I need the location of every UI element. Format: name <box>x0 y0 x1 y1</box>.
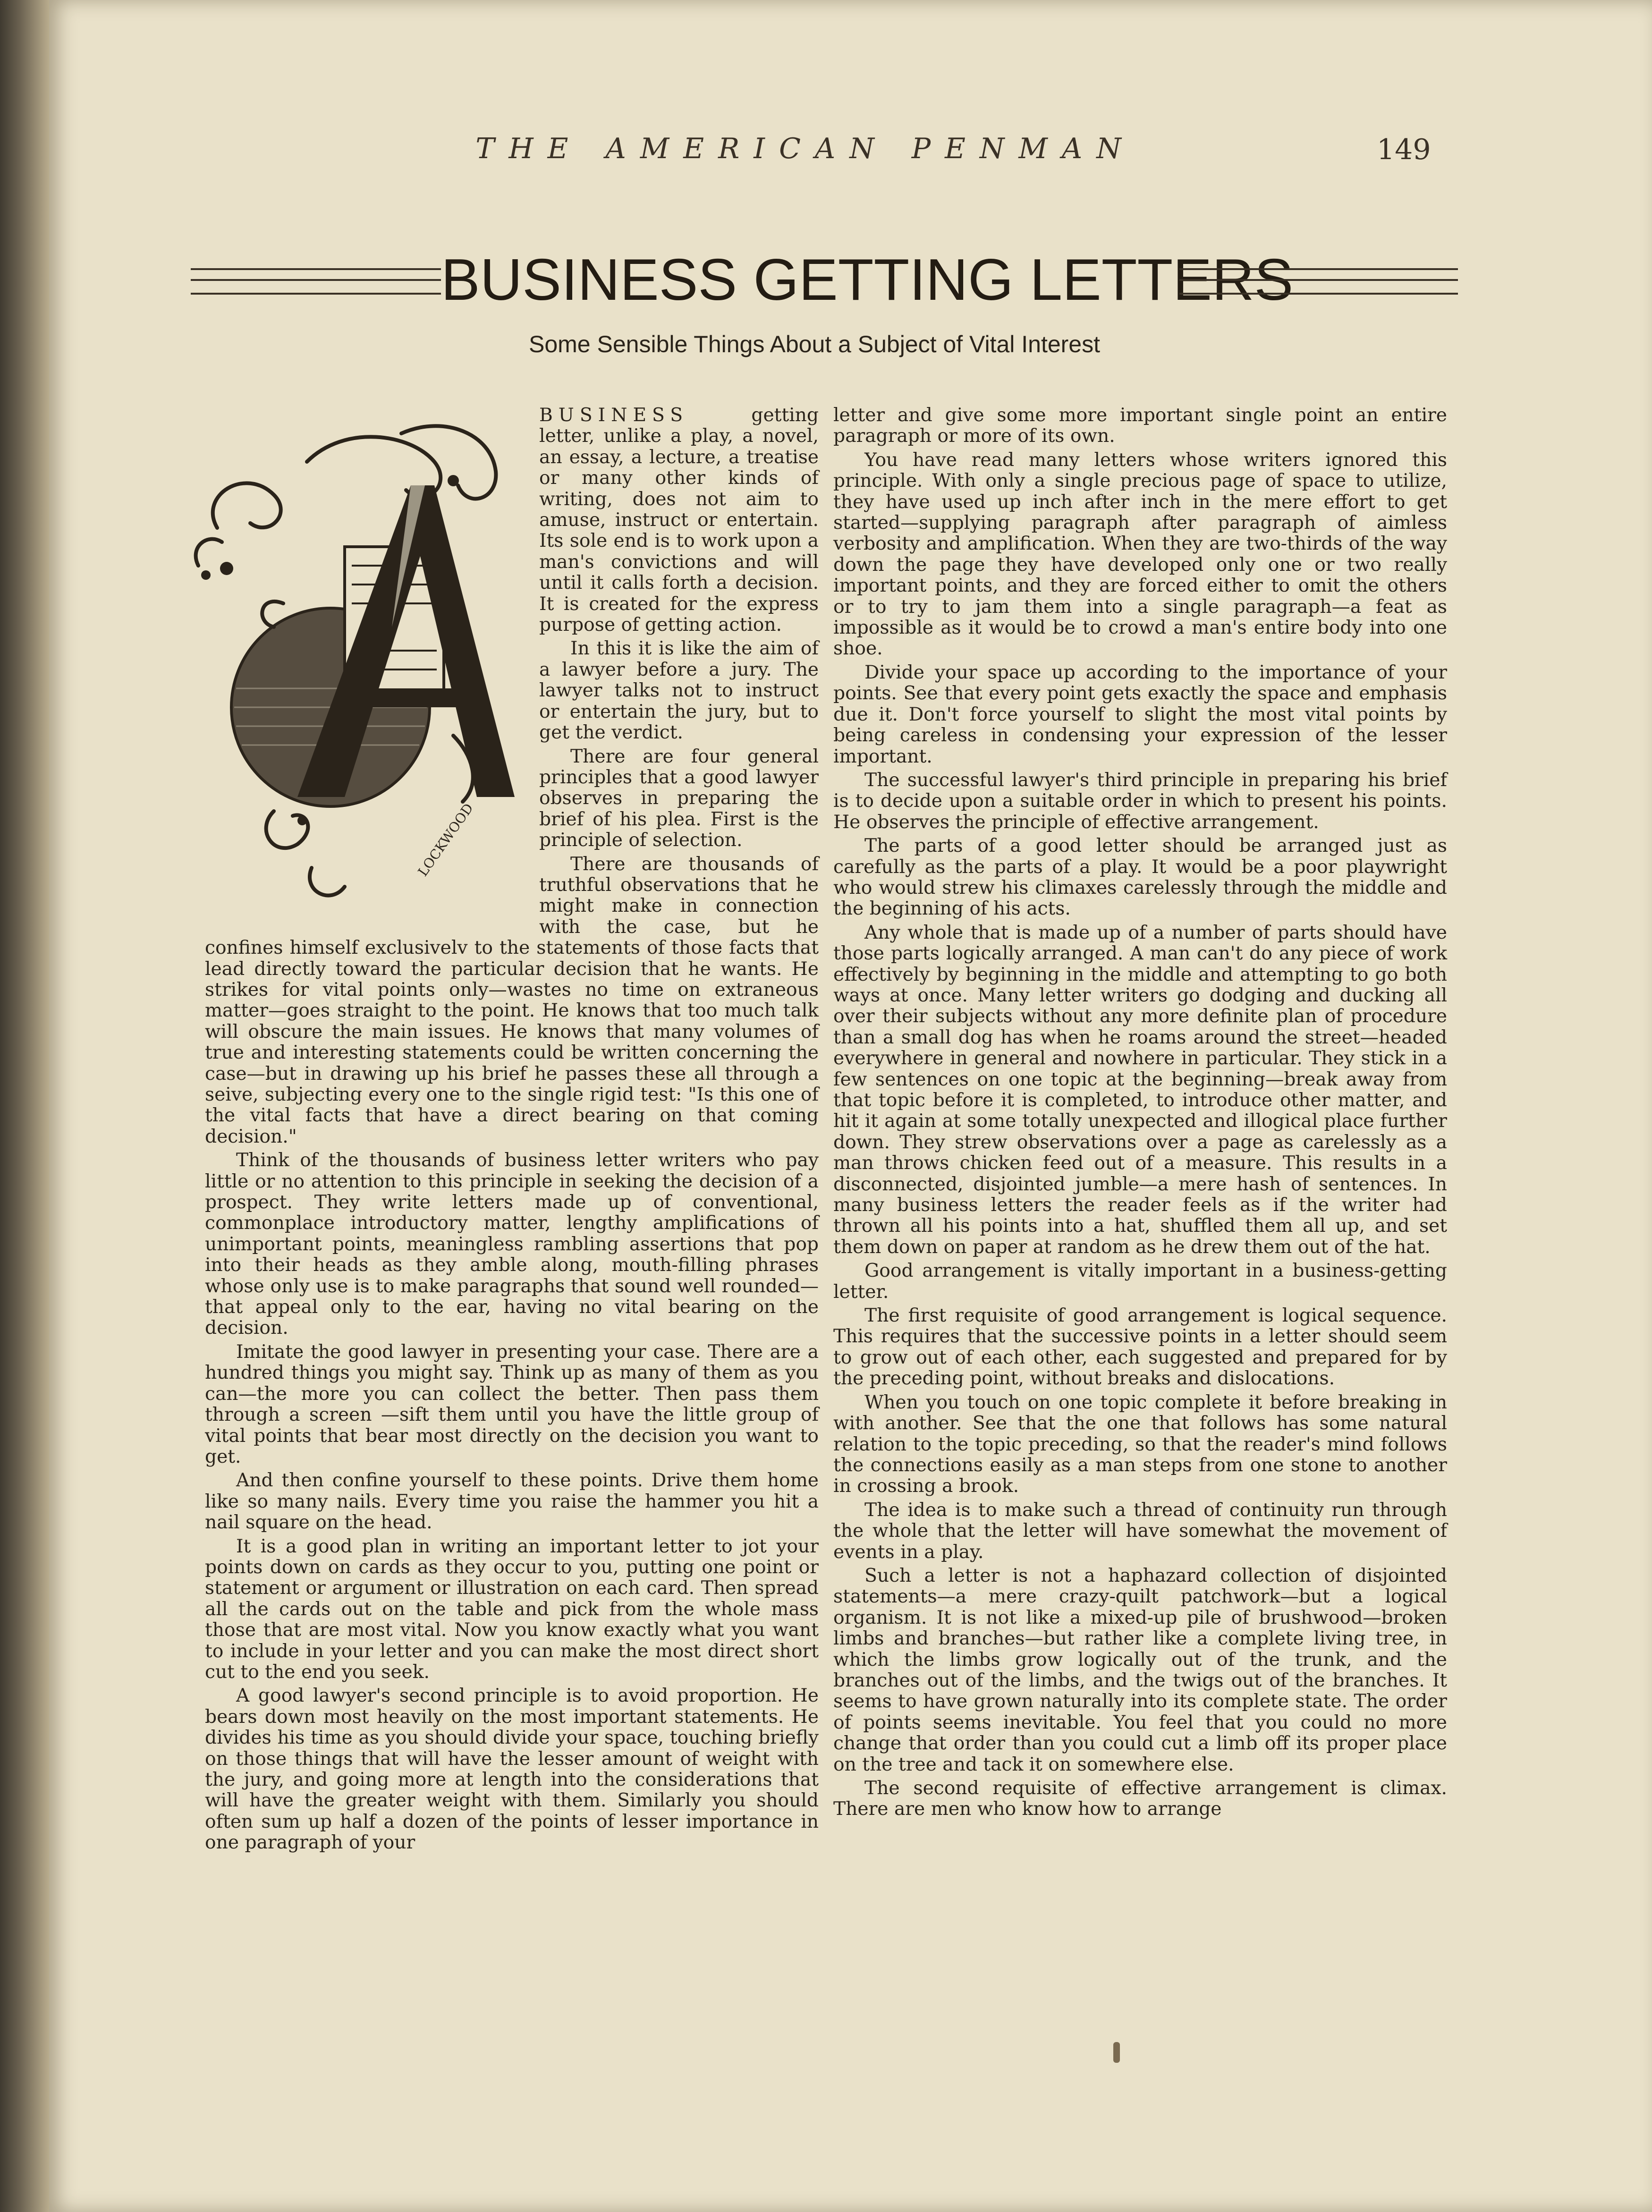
text-column-left <box>205 405 819 1856</box>
ink-blemish <box>1113 2042 1120 2063</box>
ornamental-dropcap <box>189 405 525 915</box>
paragraph: The second requisite of effective arrangement is climax. There are men who know how to arrange <box>833 1778 1447 1820</box>
paragraph: A good lawyer's second principle is to avoid proportion. He bears down most heavily on the most important statements. He divides his time as you should divide your space, touching briefly on those things that will have the lesser amount of weight with the jury, and going more at length into the considerations that will have the greater weight with them. Similarly you should often sum up half a dozen of the points of lesser importance in one paragraph of your <box>205 1685 819 1854</box>
text-column-right <box>833 405 1447 1823</box>
paragraph: It is a good plan in writing an important letter to jot your points down on cards as they occur to you, putting one point or statement or argument or illustration on each card. Then spread all the cards out on the table and pick from the whole mass those that are most vital. Now you know exactly what you want to include in your letter and you can make the most direct short cut to the end you seek. <box>205 1535 819 1683</box>
title-rule-right <box>1179 268 1458 295</box>
running-head: THE AMERICAN PENMAN <box>475 132 1135 165</box>
lead-paragraph-text: getting letter, unlike a play, a novel, an essay, a lecture, a treatise or many other kinds of writing, does not aim to amuse, instruct or entertain. Its sole end is to work upon a man's convictions and will until it calls forth a decision. It is created for the express purpose of getting action. <box>539 405 819 636</box>
article-subtitle: Some Sensible Things About a Subject of Vital Interest <box>528 331 1100 357</box>
paragraph: You have read many letters whose writers ignored this principle. With only a single precious page of space to utilize, they have used up inch after inch in the mere effort to get started—supplying paragraph after paragraph of aimless verbosity and amplification. When they are two-thirds of the way down the page they have developed only one or two really important points, and they are forced either to omit the others or to try to jam them into a single paragraph—a feat as impossible as it would be to crowd a man's entire body into one shoe. <box>833 449 1447 660</box>
paragraph: There are thousands of truthful observations that he might make in connection with the case, but he confines himself exclusivelv to the statements of those facts that lead directly toward the particular decision that he wants. He strikes for vital points only—wastes no time on extraneous matter—goes straight to the point. He knows that too much talk will obscure the main issues. He knows that many volumes of true and interesting statements could be written concerning the case—but in drawing up his brief he passes these all through a seive, subjecting every one to the single rigid test: "Is this one of the vital facts that have a direct bearing on that coming decision." <box>205 853 819 1147</box>
paragraph: Think of the thousands of business letter writers who pay little or no attention to this principle in seeking the decision of a prospect. They write letters made up of conventional, commonplace introductory matter, lengthy amplifications of unimportant points, meaningless rambling assertions that pop into their heads as they amble along, mouth-filling phrases whose only use is to make paragraphs that sound well rounded—that appeal only to the ear, having no vital bearing on the decision. <box>205 1150 819 1339</box>
title-banner <box>191 245 1458 315</box>
title-rule-left <box>191 268 441 295</box>
paragraph: In this it is like the aim of a lawyer before a jury. The lawyer talks not to instruct or entertain the jury, but to get the verdict. <box>539 638 819 744</box>
paragraph: Such a letter is not a haphazard collection of disjointed statements—a mere crazy-quilt patchwork—but a logical organism. It is not like a mixed-up pile of brushwood—broken limbs and branches—but rather like a complete living tree, in which the limbs grow logically out of the trunk, and the branches out of the limbs, and the twigs out of the branches. It seems to have grown naturally into its complete state. The order of points seems inevitable. You feel that you could no more change that order than you could cut a limb off its proper place on the tree and tack it on somewhere else. <box>833 1565 1447 1775</box>
ornamental-dropcap-illustration <box>189 405 525 915</box>
paragraph: The first requisite of good arrangement is logical sequence. This requires that the successive points in a letter should seem to grow out of each other, each suggested and prepared for by the preceding point, without breaks and dislocations. <box>833 1305 1447 1390</box>
paragraph: When you touch on one topic complete it before breaking in with another. See that the one that follows has some natural relation to the topic preceding, so that the reader's mind follows the connections easily as a man steps from one stone to another in crossing a brook. <box>833 1391 1447 1497</box>
paragraph: The successful lawyer's third principle in preparing his brief is to decide upon a suitable order in which to present his points. He observes the principle of effective arrangement. <box>833 769 1447 833</box>
paragraph: Good arrangement is vitally important in a business-getting letter. <box>833 1260 1447 1303</box>
paragraph: Any whole that is made up of a number of parts should have those parts logically arranged. A man can't do any piece of work effectively by beginning in the middle and attempting to go both ways at once. Many letter writers go dodging and ducking all over their subjects without any more definite plan of procedure than a small dog has when he roams around the street—headed everywhere in general and nowhere in particular. They stick in a few sentences on one topic at the beginning—break away from that topic before it is completed, to introduce other matter, and hit it again at some totally unexpected and illogical place further down. They strew observations over a page as carelessly as a man throws chicken feed out of a measure. This results in a disconnected, disjointed jumble—a mere hash of sentences. In many business letters the reader feels as if the writer had thrown all his points into a hat, shuffled them all up, and set them down on paper at random as he drew them out of the hat. <box>833 922 1447 1258</box>
paragraph: Divide your space up according to the importance of your points. See that every point gets exactly the space and emphasis due it. Don't force yourself to slight the most vital points by being careless in condensing your expression of the lesser important. <box>833 661 1447 767</box>
paragraph-continued: letter and give some more important single point an entire paragraph or more of its own. <box>833 405 1447 447</box>
page-number: 149 <box>1377 133 1431 166</box>
adjacent-page-edge <box>0 0 49 2212</box>
paragraph: Imitate the good lawyer in presenting your case. There are a hundred things you might say. Think up as many of them as you can—the more you can collect the better. Then pass them through a screen —sift them until you have the little group of vital points that bear most directly on the decision you want to get. <box>205 1341 819 1467</box>
lead-word: BUSINESS <box>539 405 689 426</box>
paragraph: The idea is to make such a thread of continuity run through the whole that the letter will have somewhat the movement of events in a play. <box>833 1499 1447 1563</box>
paragraph: There are four general principles that a good lawyer observes in preparing the brief of his plea. First is the principle of selection. <box>539 746 819 851</box>
artist-signature: LOCKWOOD <box>415 800 476 880</box>
article-title: BUSINESS GETTING LETTERS <box>441 247 1294 313</box>
paragraph: And then confine yourself to these points. Drive them home like so many nails. Every time you raise the hammer you hit a nail square on the head. <box>205 1470 819 1534</box>
paragraph: The parts of a good letter should be arranged just as carefully as the parts of a play. It would be a poor playwright who would strew his climaxes carelessly through the middle and the beginning of his acts. <box>833 835 1447 920</box>
